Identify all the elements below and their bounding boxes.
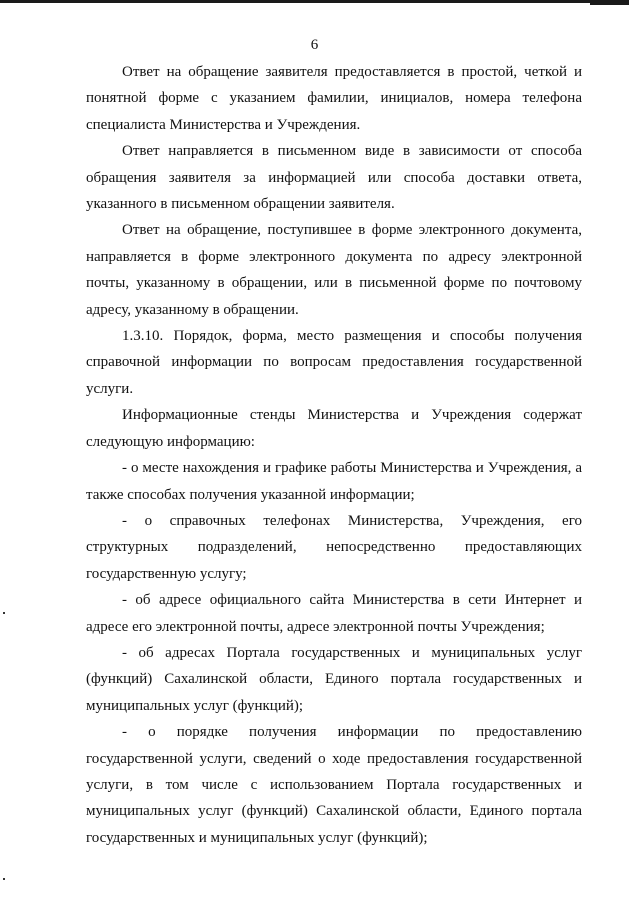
page-number: 6 <box>310 37 319 53</box>
body-text <box>86 59 582 851</box>
list-item: - о справочных телефонах Министерства, Учреждения, его структурных подразделений, непосредственно предоставляющих государственную услугу; <box>86 512 582 582</box>
list-item: - об адресе официального сайта Министерства в сети Интернет и адресе его электронной почты, адресе электронной почты Учреждения; <box>86 592 582 635</box>
list-item: - о порядке получения информации по предоставлению государственной услуги, сведений о ходе предоставления государственной услуги, в том числе с использованием Портала государственных и муниципальных услуг (функций) Сахалинской области, Единого портала государственных и муниципальных услуг (функций); <box>86 724 582 846</box>
paragraph: 1.3.10. Порядок, форма, место размещения и способы получения справочной информации по вопросам предоставления государственной услуги. <box>86 328 582 397</box>
scan-speck <box>3 878 5 880</box>
list-item: - об адресах Портала государственных и муниципальных услуг (функций) Сахалинской области, Единого портала государственных и муниципальных услуг (функций); <box>86 644 582 714</box>
scan-top-edge <box>0 0 629 3</box>
paragraph: Информационные стенды Министерства и Учреждения содержат следующую информацию: <box>86 407 582 450</box>
paragraph: Ответ направляется в письменном виде в зависимости от способа обращения заявителя за информацией или способа доставки ответа, указанного в письменном обращении заявителя. <box>86 143 582 213</box>
paragraph: Ответ на обращение, поступившее в форме электронного документа, направляется в форме электронного документа по адресу электронной почты, указанному в обращении, или в письменной форме по почтовому адресу, указанному в обращении. <box>86 222 582 318</box>
list-item: - о месте нахождения и графике работы Министерства и Учреждения, а также способах получения указанной информации; <box>86 460 582 503</box>
paragraph: Ответ на обращение заявителя предоставляется в простой, четкой и понятной форме с указанием фамилии, инициалов, номера телефона специалиста Министерства и Учреждения. <box>86 64 582 133</box>
scan-speck <box>3 612 5 614</box>
scan-top-edge-tail <box>590 2 629 5</box>
